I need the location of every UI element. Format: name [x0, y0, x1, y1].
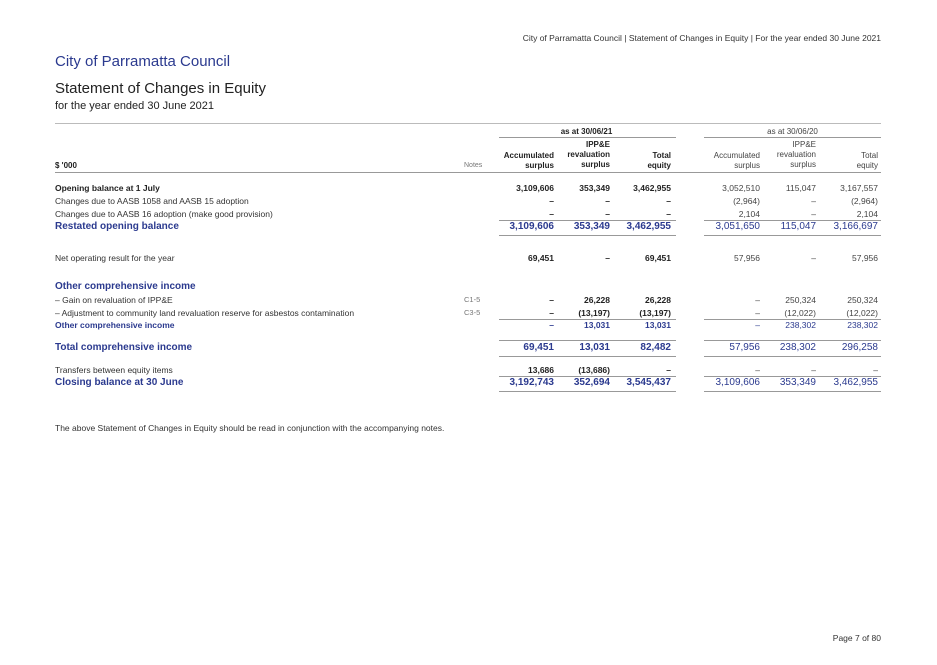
- cell: 3,192,743: [509, 377, 554, 388]
- footer-note: The above Statement of Changes in Equity should be read in conjunction with the accompanying notes.: [55, 423, 445, 433]
- cell: 296,258: [841, 342, 878, 353]
- cell: 26,228: [645, 295, 671, 305]
- header-text: revaluation: [567, 150, 610, 159]
- cell: 13,686: [528, 365, 554, 375]
- closing-rule-bottom-current: [499, 391, 676, 392]
- row-label: Transfers between equity items: [55, 365, 173, 375]
- cell: 353,349: [579, 183, 610, 193]
- cell: 69,451: [528, 253, 554, 263]
- table-row-total-comprehensive-income: [0, 342, 937, 354]
- cell: (2,964): [733, 196, 760, 206]
- unit-label: $ '000: [55, 161, 77, 170]
- table-row-aasb1058: [0, 196, 937, 208]
- header-total-equity-current: [647, 151, 671, 171]
- cell: 3,109,606: [715, 377, 760, 388]
- header-text: surplus: [734, 161, 760, 170]
- cell: 115,047: [780, 221, 816, 232]
- cell: 238,302: [779, 342, 816, 353]
- cell: (13,197): [639, 308, 671, 318]
- cell: –: [873, 365, 878, 375]
- cell: 57,956: [734, 253, 760, 263]
- tci-rule-bottom-prior: [704, 356, 881, 357]
- page-title: Statement of Changes in Equity: [55, 80, 266, 97]
- current-group-rule: [499, 137, 676, 138]
- note-ref: C1-5: [464, 295, 481, 304]
- cell: (13,686): [578, 365, 610, 375]
- cell: 250,324: [847, 295, 878, 305]
- cell: 238,302: [785, 320, 816, 330]
- cell: –: [755, 308, 760, 318]
- cell: –: [549, 308, 554, 318]
- cell: –: [666, 196, 671, 206]
- cell: 2,104: [856, 209, 878, 219]
- header-text: IPP&E: [585, 140, 610, 149]
- tci-rule-top-prior: [704, 340, 881, 341]
- row-label: – Gain on revaluation of IPP&E: [55, 295, 173, 305]
- cell: 69,451: [645, 253, 671, 263]
- cell: –: [811, 209, 816, 219]
- row-label: Total comprehensive income: [55, 342, 193, 353]
- cell: –: [605, 196, 610, 206]
- row-label: Restated opening balance: [55, 221, 179, 232]
- cell: –: [549, 295, 554, 305]
- page-subtitle: for the year ended 30 June 2021: [55, 100, 215, 112]
- cell: 3,167,557: [840, 183, 878, 193]
- cell: 352,694: [573, 377, 610, 388]
- row-label: – Adjustment to community land revaluation reserve for asbestos contamination: [55, 308, 355, 318]
- cell: 3,462,955: [626, 221, 671, 232]
- row-label: Opening balance at 1 July: [55, 183, 160, 193]
- row-label: Closing balance at 30 June: [55, 377, 184, 388]
- current-period-group-label: as at 30/06/21: [560, 127, 613, 136]
- tci-rule-bottom-current: [499, 356, 676, 357]
- total-rule-current: [499, 235, 676, 236]
- cell: –: [811, 253, 816, 263]
- prior-period-group-label: as at 30/06/20: [767, 127, 818, 136]
- cell: –: [549, 320, 554, 330]
- cell: 238,302: [847, 320, 878, 330]
- header-text: equity: [856, 161, 878, 170]
- section-heading-other-comprehensive-income: [0, 281, 937, 293]
- cell: 26,228: [584, 295, 610, 305]
- header-text: surplus: [581, 160, 610, 169]
- header-ippe-surplus-current: [567, 140, 610, 170]
- cell: (12,022): [784, 308, 816, 318]
- cell: 3,052,510: [722, 183, 760, 193]
- table-row-restated-opening-balance: [0, 221, 937, 233]
- cell: 3,462,955: [833, 377, 878, 388]
- cell: –: [666, 209, 671, 219]
- header-accumulated-surplus-current: [504, 151, 554, 171]
- cell: 57,956: [729, 342, 760, 353]
- header-accumulated-surplus-prior: [714, 151, 760, 171]
- tci-rule-top-current: [499, 340, 676, 341]
- row-label: Other comprehensive income: [55, 320, 175, 330]
- header-text: equity: [647, 161, 671, 170]
- cell: –: [755, 320, 760, 330]
- header-text: Total: [861, 151, 878, 160]
- cell: 353,349: [573, 221, 610, 232]
- header-text: surplus: [525, 161, 554, 170]
- row-label: Changes due to AASB 16 adoption (make good provision): [55, 209, 273, 219]
- cell: 3,109,606: [516, 183, 554, 193]
- cell: 3,051,650: [715, 221, 760, 232]
- header-text: surplus: [790, 160, 816, 169]
- top-divider: [55, 123, 881, 124]
- header-ippe-surplus-prior: [777, 140, 816, 170]
- cell: –: [755, 365, 760, 375]
- cell: –: [811, 196, 816, 206]
- total-rule-prior: [704, 235, 881, 236]
- cell: 353,349: [779, 377, 816, 388]
- cell: 3,109,606: [509, 221, 554, 232]
- cell: –: [549, 196, 554, 206]
- header-text: Total: [652, 151, 671, 160]
- notes-column-header: Notes: [464, 162, 483, 169]
- cell: 115,047: [785, 183, 816, 193]
- row-label: Net operating result for the year: [55, 253, 175, 263]
- closing-rule-bottom-prior: [704, 391, 881, 392]
- header-text: revaluation: [776, 150, 816, 159]
- header-text: Accumulated: [503, 151, 554, 160]
- cell: 250,324: [785, 295, 816, 305]
- note-ref: C3-5: [464, 308, 481, 317]
- header-text: Accumulated: [713, 151, 760, 160]
- page-number: Page 7 of 80: [832, 633, 881, 643]
- table-row-closing-balance: [0, 377, 937, 389]
- cell: 13,031: [579, 342, 610, 353]
- cell: –: [755, 295, 760, 305]
- section-label: Other comprehensive income: [55, 281, 196, 292]
- cell: 3,166,697: [833, 221, 878, 232]
- running-header: City of Parramatta Council | Statement of Changes in Equity | For the year ended 30 June 2021: [522, 33, 881, 43]
- cell: (13,197): [578, 308, 610, 318]
- cell: 2,104: [738, 209, 760, 219]
- table-row-gain-on-revaluation: [0, 295, 937, 307]
- row-label: Changes due to AASB 1058 and AASB 15 adoption: [55, 196, 249, 206]
- cell: 57,956: [852, 253, 878, 263]
- cell: (12,022): [846, 308, 878, 318]
- cell: –: [605, 209, 610, 219]
- prior-group-rule: [704, 137, 881, 138]
- cell: –: [605, 253, 610, 263]
- cell: (2,964): [851, 196, 878, 206]
- cell: –: [666, 365, 671, 375]
- header-divider: [55, 172, 881, 173]
- cell: 69,451: [523, 342, 554, 353]
- table-row-net-operating-result: [0, 253, 937, 265]
- cell: 82,482: [640, 342, 671, 353]
- header-text: IPP&E: [792, 140, 816, 149]
- cell: –: [811, 365, 816, 375]
- cell: –: [549, 209, 554, 219]
- cell: 13,031: [645, 320, 671, 330]
- cell: 13,031: [584, 320, 610, 330]
- cell: 3,545,437: [626, 377, 671, 388]
- organisation-name: City of Parramatta Council: [55, 53, 231, 70]
- cell: 3,462,955: [633, 183, 671, 193]
- table-row-opening-balance: [0, 183, 937, 195]
- header-total-equity-prior: [857, 151, 878, 171]
- table-row-other-comprehensive-income-total: [0, 320, 937, 332]
